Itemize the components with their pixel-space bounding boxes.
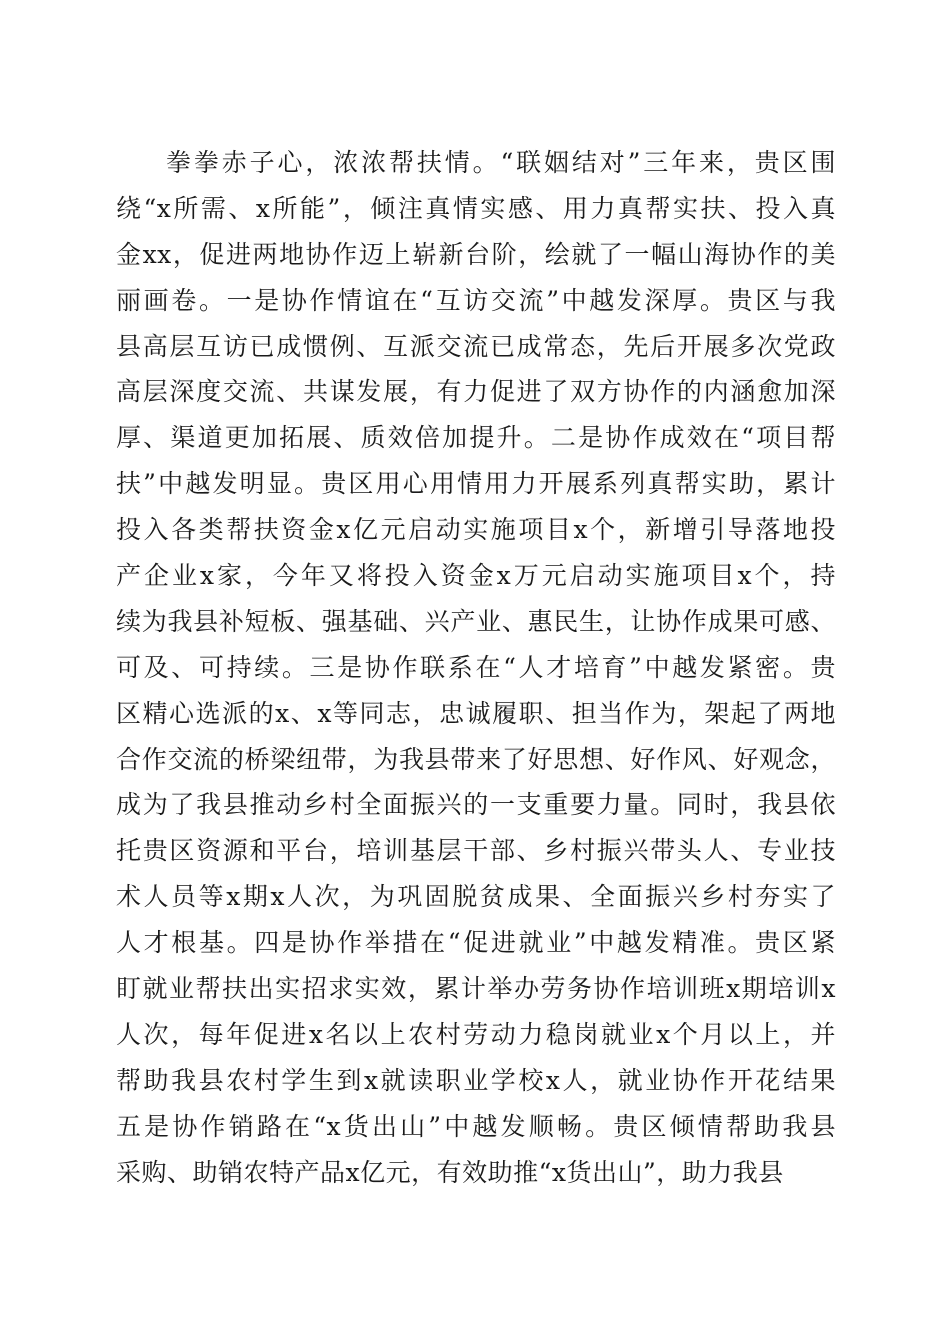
paragraph-line: 丽画卷。一是协作情谊在“互访交流”中越发深厚。贵区与我 [116, 285, 836, 315]
paragraph-line: 术人员等x期x人次，为巩固脱贫成果、全面振兴乡村夯实了 [116, 882, 836, 912]
paragraph-line: 县高层互访已成惯例、互派交流已成常态，先后开展多次党政 [116, 331, 836, 361]
paragraph-line: 扶”中越发明显。贵区用心用情用力开展系列真帮实助，累计 [116, 469, 836, 499]
paragraph-line: 盯就业帮扶出实招求实效，累计举办劳务协作培训班x期培训x [116, 974, 836, 1004]
paragraph-line: 五是协作销路在“x货出山”中越发顺畅。贵区倾情帮助我县 [116, 1111, 836, 1141]
paragraph-line: 托贵区资源和平台，培训基层干部、乡村振兴带头人、专业技 [116, 836, 836, 866]
paragraph-line: 金xx，促进两地协作迈上崭新台阶，绘就了一幅山海协作的美 [116, 239, 836, 269]
paragraph-line: 产企业x家，今年又将投入资金x万元启动实施项目x个，持 [116, 561, 836, 591]
body-paragraph [116, 140, 836, 1195]
paragraph-line: 高层深度交流、共谋发展，有力促进了双方协作的内涵愈加深 [116, 377, 836, 407]
paragraph-line: 厚、渠道更加拓展、质效倍加提升。二是协作成效在“项目帮 [116, 423, 836, 453]
paragraph-line: 投入各类帮扶资金x亿元启动实施项目x个，新增引导落地投 [116, 515, 836, 545]
paragraph-line: 成为了我县推动乡村全面振兴的一支重要力量。同时，我县依 [116, 790, 836, 820]
paragraph-line: 拳拳赤子心，浓浓帮扶情。“联姻结对”三年来，贵区围 [166, 148, 836, 177]
paragraph-line: 续为我县补短板、强基础、兴产业、惠民生，让协作成果可感、 [116, 606, 836, 636]
paragraph-line: 绕“x所需、x所能”，倾注真情实感、用力真帮实扶、投入真 [116, 193, 836, 223]
paragraph-line: 可及、可持续。三是协作联系在“人才培育”中越发紧密。贵 [116, 652, 836, 682]
paragraph-line: 帮助我县农村学生到x就读职业学校x人，就业协作开花结果 [116, 1065, 836, 1095]
paragraph-line: 人次，每年促进x名以上农村劳动力稳岗就业x个月以上，并 [116, 1019, 836, 1049]
paragraph-line: 人才根基。四是协作举措在“促进就业”中越发精准。贵区紧 [116, 928, 836, 958]
paragraph-line: 区精心选派的x、x等同志，忠诚履职、担当作为，架起了两地 [116, 698, 836, 728]
paragraph-line: 合作交流的桥梁纽带，为我县带来了好思想、好作风、好观念， [116, 744, 836, 774]
paragraph-line: 采购、助销农特产品x亿元，有效助推“x货出山”，助力我县 [116, 1157, 784, 1187]
